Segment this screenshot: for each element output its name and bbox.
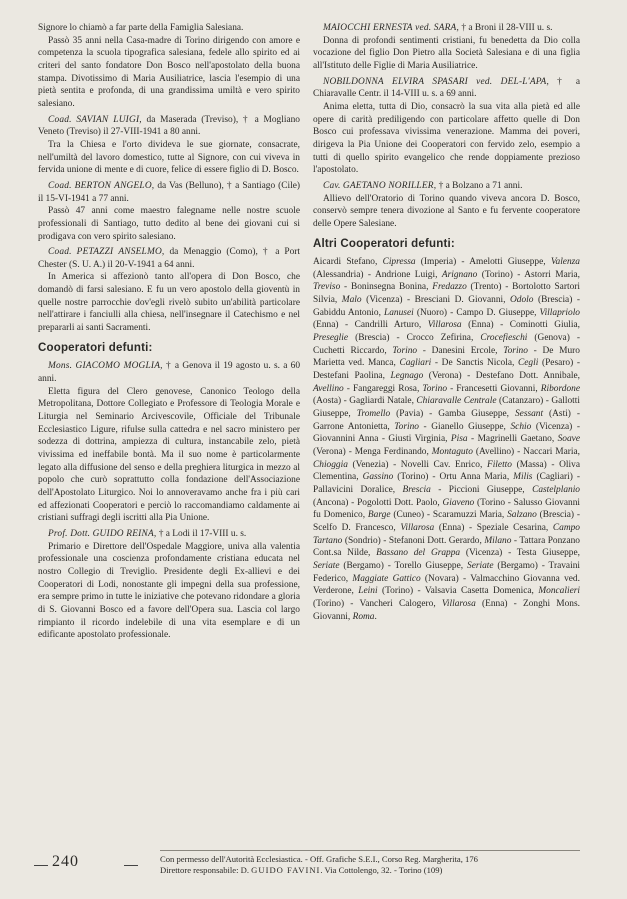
- list-text: (Asti) - Garrone Antonietta,: [313, 409, 580, 432]
- place-name: Montaguto: [431, 447, 473, 457]
- list-text: (Cuneo) - Scaramuzzi Maria,: [390, 510, 508, 521]
- list-text: - Danesini Ercole,: [417, 345, 504, 356]
- place-name: Castelplanio: [532, 484, 580, 495]
- place-name: Bassano del Grappa: [376, 548, 461, 559]
- place-name: Campo Tartano: [313, 522, 580, 546]
- list-text: (Alessandria) - Andrione Luigi,: [313, 269, 442, 280]
- place-name: Cagliari: [399, 358, 432, 369]
- person-name: PETAZZI ANSELMO,: [76, 247, 165, 258]
- page-number: 240: [52, 853, 79, 870]
- list-text: (Enna) - Candrilli Arturo,: [313, 320, 428, 331]
- list-text: (Avellino) - Naccari Maria,: [472, 447, 580, 457]
- paragraph: Passò 35 anni nella Casa-madre di Torino dirigendo con amore e competenza la scuola tipografica salesiana, fedele allo spirito ed ai criteri del santo fondatore Don Bosco nell'apostolato della buona stampa. Divotissimo di Maria Ausiliatrice, lascia l'esempio di una pietà sentita e profonda, di una grandissima umiltà e vero spirito salesiano.: [38, 35, 300, 109]
- list-text: (Trento) - Bortolotto Sartori Silvia,: [313, 282, 580, 306]
- obituary-body: In America si affezionò tanto all'opera di Don Bosco, che domandò di farsi salesiano. E fu un vero apostolo della gioventù in quelle nostre parrocchie dov'egli rivelò subito un'abilità particolare nell'attirare i fanciulli alla chiesa, nell'insegnare il Catechismo e nel prepararli ai santi Sacramenti.: [38, 272, 300, 334]
- list-text: (Sondrio) - Stefanoni Dott. Gerardo,: [342, 535, 485, 546]
- place-name: Treviso: [313, 282, 341, 293]
- place-name: Valenza: [550, 257, 580, 268]
- obituary-entry-savian: Coad. SAVIAN LUIGI, da Maserada (Treviso), † a Mogliano Veneto (Treviso) il 27-VIII-1941 a 80 anni.: [38, 114, 300, 138]
- imprint: [160, 850, 580, 876]
- place-name: Torino: [422, 383, 448, 394]
- obituary-entry-reina: Prof. Dott. GUIDO REINA, † a Lodi il 17-VIII u. s.: [48, 528, 247, 539]
- place-name: Cegli: [518, 358, 539, 369]
- place-name: Sessant: [514, 409, 544, 420]
- list-text: (Brescia) - Crocco Zefirina,: [348, 333, 481, 344]
- place-name: Soave: [557, 434, 580, 445]
- obituary-entry-berton: Coad. BERTON ANGELO, da Vas (Belluno), † a Santiago (Cile) il 15-VI-1941 a 77 anni.: [38, 180, 301, 204]
- place-name: Roma: [352, 611, 375, 622]
- list-text: (Pesaro) - Destefani Paolina,: [313, 358, 580, 382]
- place-name: Brescia: [402, 484, 431, 495]
- obituary-entry-noriller: Cav. GAETANO NORILLER, † a Bolzano a 71 anni.: [323, 180, 523, 191]
- list-text: (Verona) - Menga Ferdinando,: [313, 447, 432, 457]
- person-name: MAIOCCHI ERNESTA: [323, 23, 413, 33]
- place-name: Odolo: [510, 295, 534, 306]
- paragraph: Signore lo chiamò a far parte della Famiglia Salesiana.: [38, 23, 244, 33]
- editor-name: GUIDO FAVINI: [251, 865, 321, 875]
- place-name: Villarosa: [427, 320, 462, 331]
- list-text: (Enna) - Zonghi Mons. Giovanni,: [313, 598, 580, 622]
- list-text: (Aosta) - Gagliardi Natale,: [313, 396, 417, 407]
- place-name: Maggiate Gattico: [352, 573, 421, 584]
- list-text: (Torino) - Ortu Anna Maria,: [393, 472, 514, 483]
- obituary-body: Donna di profondi sentimenti cristiani, fu benedetta da Dio colla vocazione del figlio Don Pietro alla Società Salesiana e di una figlia all'Istituto delle Figlie di Maria Ausiliatrice.: [313, 35, 580, 71]
- list-text: (Vicenza) - Testa Giuseppe,: [460, 548, 580, 559]
- list-text: - Fangareggi Rosa,: [343, 383, 423, 394]
- list-text: (Novara) - Valmacchino Giovanna ved. Verderone,: [313, 573, 580, 597]
- list-text: (Bergamo) - Travaini Federico,: [313, 560, 580, 584]
- list-text: - Francesetti Giovanni,: [447, 383, 541, 394]
- place-name: Torino: [394, 421, 419, 432]
- page-footer: [38, 848, 583, 878]
- person-name: SAVIAN LUIGI,: [76, 114, 142, 125]
- list-text: (Torino) - Astorri Maria,: [477, 269, 580, 280]
- person-name: NOBILDONNA ELVIRA SPASARI: [323, 76, 468, 87]
- person-name: BERTON ANGELO,: [74, 180, 155, 191]
- place-name: Moncalieri: [538, 586, 580, 597]
- place-name: Pisa: [450, 434, 468, 445]
- list-text: (Enna) - Cominotti Giulia,: [461, 320, 581, 331]
- list-text: .: [374, 611, 377, 622]
- list-text: (Bergamo) - Torello Giuseppe,: [339, 560, 467, 571]
- place-name: Seriate: [467, 560, 494, 571]
- person-name: GIACOMO MOGLIA,: [75, 361, 163, 372]
- place-name: Torino: [392, 345, 418, 356]
- person-name: GUIDO REINA,: [92, 528, 157, 539]
- obituary-body: Tra la Chiesa e l'orto divideva le sue giornate, consacrate, nell'umiltà del lavoro domestico, tutte al Signore, con cui viveva in fervida unione di mente e di cuore, felice di essere figlio di D. Bosco.: [38, 139, 300, 176]
- list-text: - Tattara Ponzano Cont.sa Nilde,: [313, 535, 580, 559]
- place-name: Fredazzo: [432, 282, 467, 293]
- place-name: Chiaravalle Centrale: [416, 396, 497, 407]
- list-text: Aicardi Stefano,: [313, 257, 383, 268]
- place-name: Barge: [367, 510, 391, 521]
- list-text: (Cagliari) - Pallavicini Doralice,: [313, 472, 580, 495]
- place-name: Tromello: [356, 409, 391, 420]
- list-text: - De Muro Marietta ved. Manca,: [313, 345, 580, 369]
- place-name: Milano: [484, 535, 512, 546]
- list-text: (Brescia) - Gabiddu Antonio,: [313, 295, 580, 318]
- list-text: (Genova) - Cuchetti Riccardo,: [313, 333, 580, 356]
- place-name: Villapriolo: [539, 307, 580, 318]
- obituary-entry-petazzi: Coad. PETAZZI ANSELMO, da Menaggio (Como), † a Port Chester (S. U. A.) il 20-V-1941 a 64 anni.: [38, 247, 300, 270]
- obituary-body: Anima eletta, tutta di Dio, consacrò la sua vita alla pietà ed alle opere di carità prediligendo con particolare affetto quelle di Don Bosco cui professava vivissima venerazione. Mamma dei poveri, dirigeva la Pia Unione dei Cooperatori con fervido zelo, esempio a tutti di quello spirito evangelico che rende doppiamente prezioso l'apostolato.: [313, 101, 580, 176]
- place-name: Schio: [510, 421, 532, 432]
- place-name: Cipressa: [382, 257, 416, 268]
- list-text: (Nuoro) - Campo D. Giuseppe,: [413, 307, 540, 318]
- obituary-body: Allievo dell'Oratorio di Torino quando viveva ancora D. Bosco, conservò sempre tenera divozione al Santo e fu fervente cooperatore delle Opere Salesiane.: [313, 193, 580, 229]
- list-text: (Enna) - Speziale Cesarina,: [434, 522, 553, 533]
- obituary-body: Primario e Direttore dell'Ospedale Maggiore, univa alla valentia professionale una coscienza profondamente cristiana educata nel nostro Collegio di Treviglio. Presidente degli Ex-allievi e dei Cooperatori di Lodi, nonostante gli impegni della sua professione, era sempre primo in tutte le iniziative che potevano ridondare a gloria di S. Giovanni Bosco ed a favore dell'Opera sua. Lascia col largo rimpianto il ricordo indelebile di una vita esemplare e di un edificante apostolato professionale.: [38, 541, 300, 641]
- place-name: Villarosa: [400, 522, 435, 533]
- section-heading-altri-cooperatori: Altri Cooperatori defunti:: [313, 237, 455, 250]
- divider: [124, 865, 138, 866]
- list-text: - Piccioni Giuseppe,: [430, 484, 533, 495]
- list-text: (Torino - Salusso Giovanni fu Domenico,: [313, 497, 580, 521]
- list-text: (Imperia) - Amelotti Giuseppe,: [415, 257, 551, 268]
- place-name: Giaveno: [442, 497, 475, 508]
- list-text: (Ancona) - Pogolotti Dott. Paolo,: [313, 497, 443, 508]
- obituary-body: Passò 47 anni come maestro falegname nelle nostre scuole professionali di Santiago, tutto dedito al bene dei giovani cui si prodigava con vero spirito salesiano.: [38, 206, 300, 242]
- place-name: Chioggia: [313, 459, 348, 470]
- list-text: (Massa) - Oliva Clementina,: [313, 459, 580, 483]
- place-name: Leini: [358, 586, 378, 597]
- list-text: (Catanzaro) - Gallotti Giuseppe,: [313, 396, 580, 420]
- place-name: Salzano: [507, 510, 537, 521]
- list-text: (Torino) - Valsavia Casetta Domenica,: [377, 586, 539, 597]
- list-text: - Gianello Giuseppe,: [418, 421, 511, 432]
- divider: [34, 865, 48, 866]
- list-text: - Magrinelli Gaetano,: [467, 434, 558, 445]
- obituary-entry-maiocchi: MAIOCCHI ERNESTA ved. SARA, † a Broni il 28-VIII u. s.: [323, 23, 553, 33]
- obituary-entry-spasari: NOBILDONNA ELVIRA SPASARI ved. DEL-L'APA, † a Chiaravalle Centr. il 14-VIII u. s. a 69 anni.: [313, 76, 581, 100]
- right-column: [313, 22, 580, 623]
- place-name: Milis: [513, 472, 533, 483]
- place-name: Malo: [341, 295, 362, 306]
- section-heading-cooperatori: Cooperatori defunti:: [38, 341, 153, 354]
- list-text: (Brescia) - Scelfo D. Francesco,: [313, 510, 580, 533]
- imprint-line: Direttore responsabile: D. GUIDO FAVINI. Via Cottolengo, 32. - Torino (109): [160, 865, 443, 875]
- place-name: Preseglie: [313, 333, 349, 344]
- list-text: (Pavia) - Gamba Giuseppe,: [390, 409, 515, 420]
- place-name: Gassino: [362, 472, 394, 483]
- place-name: Crocefieschi: [480, 333, 528, 344]
- list-text: (Verona) - Destefano Dott. Annibale,: [423, 371, 580, 382]
- list-text: (Torino) - Vancheri Calogero,: [313, 598, 442, 609]
- place-name: Avellino: [313, 383, 344, 394]
- left-column: [38, 22, 300, 642]
- obituary-entry-moglia: Mons. GIACOMO MOGLIA, † a Genova il 19 agosto u. s. a 60 anni.: [38, 361, 301, 385]
- list-text: (Vicenza) - Bresciani D. Giovanni,: [361, 295, 511, 306]
- cooperators-list: [313, 256, 580, 623]
- list-text: - De Sanctis Nicola,: [431, 358, 518, 369]
- place-name: Villarosa: [441, 598, 476, 609]
- place-name: Arignano: [441, 269, 478, 280]
- place-name: Ribordone: [540, 383, 580, 394]
- place-name: Lanusei: [384, 307, 414, 318]
- person-name: GAETANO NORILLER,: [342, 180, 437, 191]
- list-text: - Boninsegna Bonina,: [340, 282, 433, 293]
- place-name: Torino: [503, 345, 528, 356]
- place-name: Legnago: [390, 371, 424, 382]
- list-text: (Vicenza) - Giovannini Anna - Giusti Virginia,: [313, 421, 580, 445]
- place-name: Filetto: [486, 459, 512, 470]
- list-text: (Venezia) - Novelli Cav. Enrico,: [347, 459, 487, 470]
- imprint-line: Con permesso dell'Autorità Ecclesiastica. - Off. Grafiche S.E.I., Corso Reg. Margherita, 176: [160, 854, 478, 864]
- obituary-body: Eletta figura del Clero genovese, Canonico Teologo della Metropolitana, Dottore Collegiato e Professore di Teologia Morale e Liturgia nel Seminario Arcivescovile, Officiale del Tribunale Ecclesiastico Ligure, rifulse sulla cattedra e nel sacro ministero per sodezza di dottrina, ampiezza di cultura, instancabile zelo, pietà vivissima ed ineffabile bontà. Ma il suo nome è particolarmente legato alla diffusione del senso e della preghiera liturgica in mezzo al popolo che curò soprattutto colla fondazione dell'Associazione dell'Apostolato Liturgico. Noi lo annoveravamo anche fra i più cari ed affezionati Cooperatori e perciò lo raccomandiamo caldamente ai cristiani suffragi degli iscritti alla Pia Unione.: [38, 386, 300, 524]
- place-name: Seriate: [313, 560, 340, 571]
